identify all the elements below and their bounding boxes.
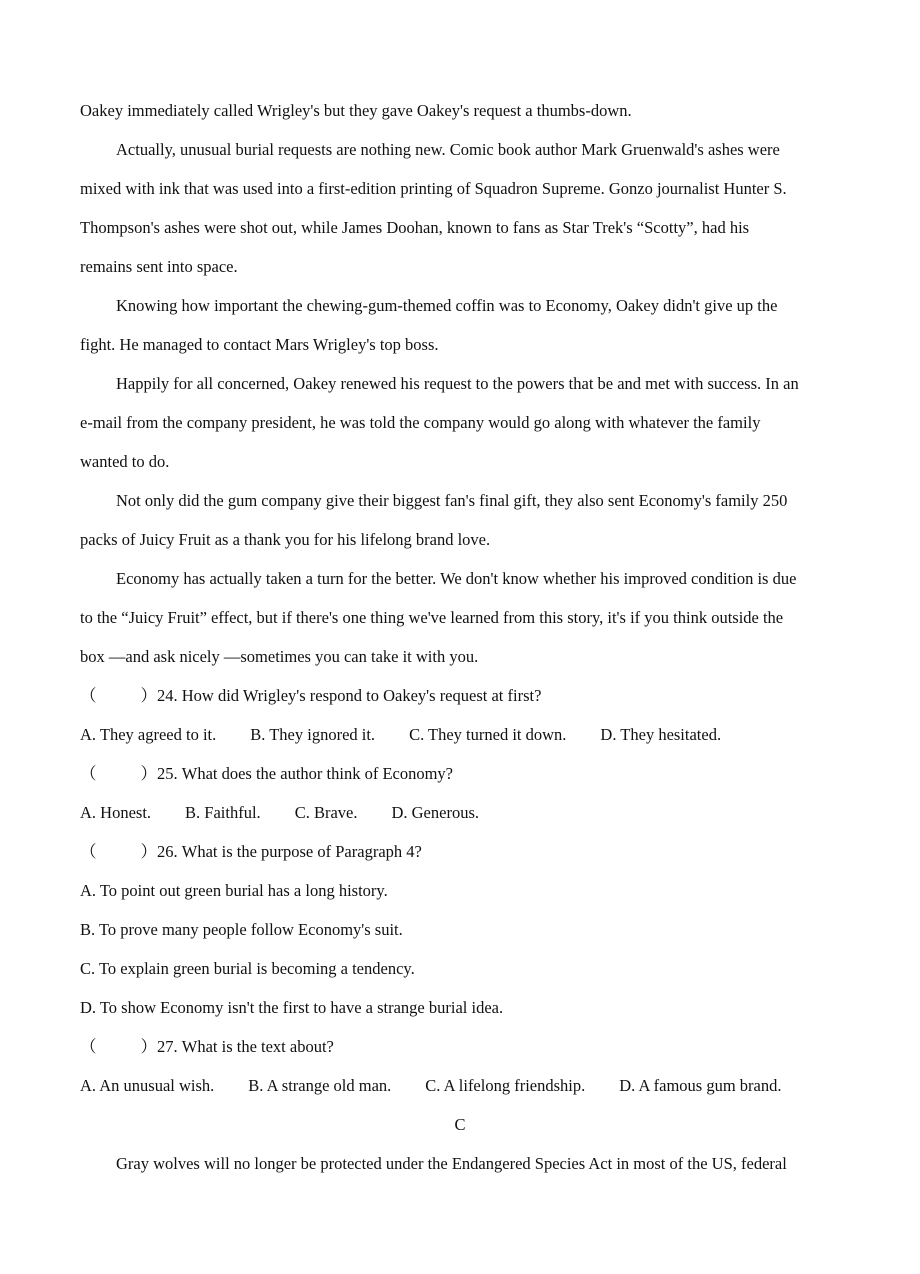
paragraph-line: Actually, unusual burial requests are nothing new. Comic book author Mark Gruenwald's ashes were <box>116 140 780 159</box>
paragraph-line: packs of Juicy Fruit as a thank you for his lifelong brand love. <box>80 530 491 549</box>
option-c: C. Brave. <box>294 803 358 822</box>
paragraph-line: wanted to do. <box>80 452 170 471</box>
answer-bracket-open: （ <box>80 842 97 861</box>
paragraph-line: fight. He managed to contact Mars Wrigley's top boss. <box>80 335 439 354</box>
question-text: 24. How did Wrigley's respond to Oakey's request at first? <box>157 686 542 705</box>
question-25-options <box>80 803 479 823</box>
option-a: A. To point out green burial has a long history. <box>80 881 388 900</box>
paragraph-line: Thompson's ashes were shot out, while James Doohan, known to fans as Star Trek's “Scotty”, had his <box>80 218 750 237</box>
option-d: D. They hesitated. <box>600 725 722 744</box>
answer-bracket-close: ） <box>140 764 157 783</box>
option-d: D. A famous gum brand. <box>619 1076 782 1095</box>
question-24-options <box>80 725 721 745</box>
paragraph-line: remains sent into space. <box>80 257 238 276</box>
option-c: C. A lifelong friendship. <box>425 1076 586 1095</box>
question-27 <box>80 1037 334 1057</box>
option-a: A. They agreed to it. <box>80 725 217 744</box>
question-26 <box>80 842 422 862</box>
question-text: 25. What does the author think of Economy? <box>157 764 454 783</box>
paragraph-line: e-mail from the company president, he was told the company would go along with whatever the family <box>80 413 761 432</box>
question-text: 26. What is the purpose of Paragraph 4? <box>157 842 422 861</box>
question-text: 27. What is the text about? <box>157 1037 334 1056</box>
option-b: B. To prove many people follow Economy's suit. <box>80 920 403 939</box>
answer-bracket-open: （ <box>80 764 97 783</box>
answer-bracket-open: （ <box>80 1037 97 1056</box>
paragraph-line: Gray wolves will no longer be protected under the Endangered Species Act in most of the US, federal <box>116 1154 787 1173</box>
question-27-options <box>80 1076 782 1096</box>
answer-bracket-close: ） <box>140 1037 157 1056</box>
paragraph-line: to the “Juicy Fruit” effect, but if there's one thing we've learned from this story, it's if you think outside the <box>80 608 784 627</box>
paragraph-line: Not only did the gum company give their biggest fan's final gift, they also sent Economy's family 250 <box>116 491 788 510</box>
paragraph-line: Knowing how important the chewing-gum-themed coffin was to Economy, Oakey didn't give up the <box>116 296 778 315</box>
option-a: A. Honest. <box>80 803 152 822</box>
paragraph-line: Happily for all concerned, Oakey renewed his request to the powers that be and met with success. In an <box>116 374 799 393</box>
option-b: B. A strange old man. <box>248 1076 392 1095</box>
paragraph-line: mixed with ink that was used into a first-edition printing of Squadron Supreme. Gonzo journalist Hunter S. <box>80 179 787 198</box>
option-b: B. They ignored it. <box>250 725 376 744</box>
question-24 <box>80 686 541 706</box>
option-d: D. Generous. <box>391 803 479 822</box>
section-heading: C <box>454 1115 466 1134</box>
option-c: C. They turned it down. <box>409 725 567 744</box>
paragraph-line: Economy has actually taken a turn for the better. We don't know whether his improved condition is due <box>116 569 797 588</box>
paragraph-line: Oakey immediately called Wrigley's but they gave Oakey's request a thumbs-down. <box>80 101 632 120</box>
answer-bracket-close: ） <box>140 686 157 705</box>
option-a: A. An unusual wish. <box>80 1076 215 1095</box>
answer-bracket-open: （ <box>80 686 97 705</box>
question-25 <box>80 764 453 784</box>
option-b: B. Faithful. <box>185 803 261 822</box>
answer-bracket-close: ） <box>140 842 157 861</box>
paragraph-line: box —and ask nicely —sometimes you can take it with you. <box>80 647 479 666</box>
option-d: D. To show Economy isn't the first to have a strange burial idea. <box>80 998 504 1017</box>
option-c: C. To explain green burial is becoming a tendency. <box>80 959 415 978</box>
